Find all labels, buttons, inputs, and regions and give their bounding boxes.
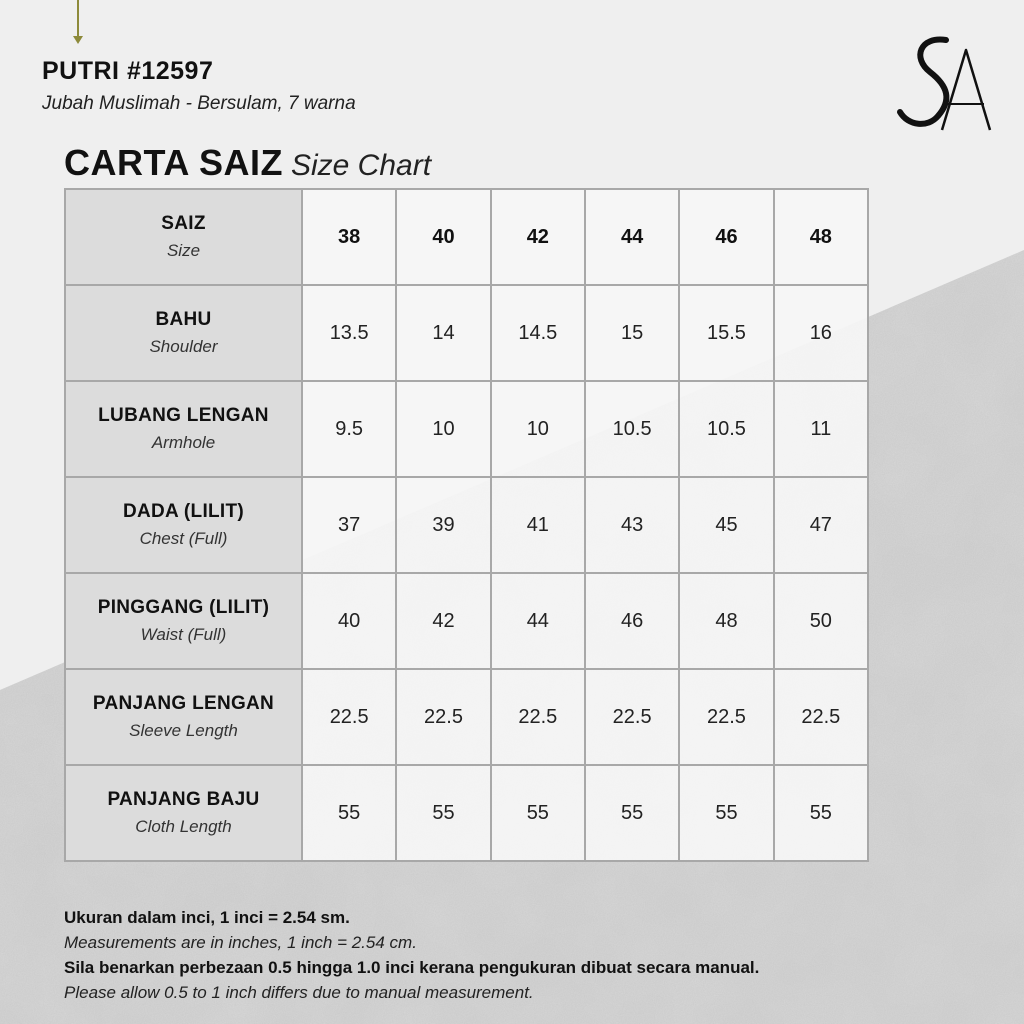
label-sub: Size <box>166 241 201 260</box>
measurement-value-cell: 22.5 <box>774 669 868 765</box>
measurement-value-cell: 14 <box>396 285 490 381</box>
measurement-value-cell: 42 <box>396 573 490 669</box>
label-sub: Armhole <box>151 433 216 452</box>
label-sub: Chest (Full) <box>139 529 228 548</box>
accent-arrow-head <box>73 36 83 44</box>
measurement-value-cell: 55 <box>679 765 773 861</box>
table-row <box>65 477 868 573</box>
measurement-value-cell: 48 <box>679 573 773 669</box>
label-main: DADA (LILIT) <box>122 501 245 522</box>
chart-title <box>64 142 431 184</box>
size-header-cell: 38 <box>302 189 396 285</box>
label-main: BAHU <box>155 309 212 330</box>
note-line-4: Please allow 0.5 to 1 inch differs due to manual measurement. <box>64 983 534 1002</box>
table-header-row <box>65 189 868 285</box>
measurement-label-cell <box>65 285 302 381</box>
table-row <box>65 765 868 861</box>
label-sub: Waist (Full) <box>140 625 227 644</box>
measurement-value-cell: 16 <box>774 285 868 381</box>
measurement-label-cell <box>65 765 302 861</box>
product-code: PUTRI #12597 <box>42 57 214 85</box>
measurement-value-cell: 14.5 <box>491 285 585 381</box>
measurement-value-cell: 22.5 <box>396 669 490 765</box>
measurement-value-cell: 13.5 <box>302 285 396 381</box>
note-line-1: Ukuran dalam inci, 1 inci = 2.54 sm. <box>64 908 350 927</box>
measurement-value-cell: 37 <box>302 477 396 573</box>
measurement-value-cell: 10.5 <box>585 381 679 477</box>
measurement-value-cell: 9.5 <box>302 381 396 477</box>
measurement-label-cell <box>65 477 302 573</box>
measurement-value-cell: 46 <box>585 573 679 669</box>
table-row <box>65 573 868 669</box>
measurement-value-cell: 22.5 <box>585 669 679 765</box>
label-sub: Cloth Length <box>135 817 232 836</box>
measurement-value-cell: 22.5 <box>302 669 396 765</box>
sa-monogram-logo <box>890 30 1000 140</box>
size-header-cell: 48 <box>774 189 868 285</box>
measurement-value-cell: 55 <box>396 765 490 861</box>
note-line-3: Sila benarkan perbezaan 0.5 hingga 1.0 inci kerana pengukuran dibuat secara manual. <box>64 958 760 977</box>
measurement-value-cell: 55 <box>774 765 868 861</box>
product-description: Jubah Muslimah - Bersulam, 7 warna <box>42 93 356 114</box>
size-header-cell: 46 <box>679 189 773 285</box>
label-main: LUBANG LENGAN <box>98 405 269 426</box>
measurement-value-cell: 11 <box>774 381 868 477</box>
measurement-value-cell: 40 <box>302 573 396 669</box>
measurement-value-cell: 55 <box>302 765 396 861</box>
accent-arrow-line <box>77 0 79 38</box>
size-header-cell: 42 <box>491 189 585 285</box>
size-label-cell <box>65 189 302 285</box>
measurement-value-cell: 10 <box>491 381 585 477</box>
measurement-value-cell: 43 <box>585 477 679 573</box>
measurement-value-cell: 55 <box>585 765 679 861</box>
measurement-value-cell: 15.5 <box>679 285 773 381</box>
measurement-label-cell <box>65 381 302 477</box>
measurement-value-cell: 10.5 <box>679 381 773 477</box>
label-sub: Shoulder <box>149 337 218 356</box>
measurement-value-cell: 39 <box>396 477 490 573</box>
measurement-value-cell: 47 <box>774 477 868 573</box>
label-main: PANJANG LENGAN <box>92 693 275 714</box>
label-main: PANJANG BAJU <box>107 789 260 810</box>
table-row <box>65 381 868 477</box>
measurement-value-cell: 50 <box>774 573 868 669</box>
measurement-label-cell <box>65 573 302 669</box>
measurement-value-cell: 22.5 <box>679 669 773 765</box>
measurement-value-cell: 22.5 <box>491 669 585 765</box>
label-main: SAIZ <box>161 213 206 234</box>
table-row <box>65 669 868 765</box>
measurement-label-cell <box>65 669 302 765</box>
measurement-value-cell: 41 <box>491 477 585 573</box>
note-line-2: Measurements are in inches, 1 inch = 2.54 cm. <box>64 933 417 952</box>
measurement-value-cell: 55 <box>491 765 585 861</box>
notes <box>64 905 759 1005</box>
chart-title-main: CARTA SAIZ <box>64 142 283 183</box>
size-header-cell: 44 <box>585 189 679 285</box>
measurement-value-cell: 44 <box>491 573 585 669</box>
size-header-cell: 40 <box>396 189 490 285</box>
measurement-value-cell: 45 <box>679 477 773 573</box>
measurement-value-cell: 15 <box>585 285 679 381</box>
label-sub: Sleeve Length <box>129 721 238 740</box>
measurement-value-cell: 10 <box>396 381 490 477</box>
chart-title-sub: Size Chart <box>290 149 432 182</box>
size-table <box>64 188 869 862</box>
table-row <box>65 285 868 381</box>
label-main: PINGGANG (LILIT) <box>97 597 270 618</box>
